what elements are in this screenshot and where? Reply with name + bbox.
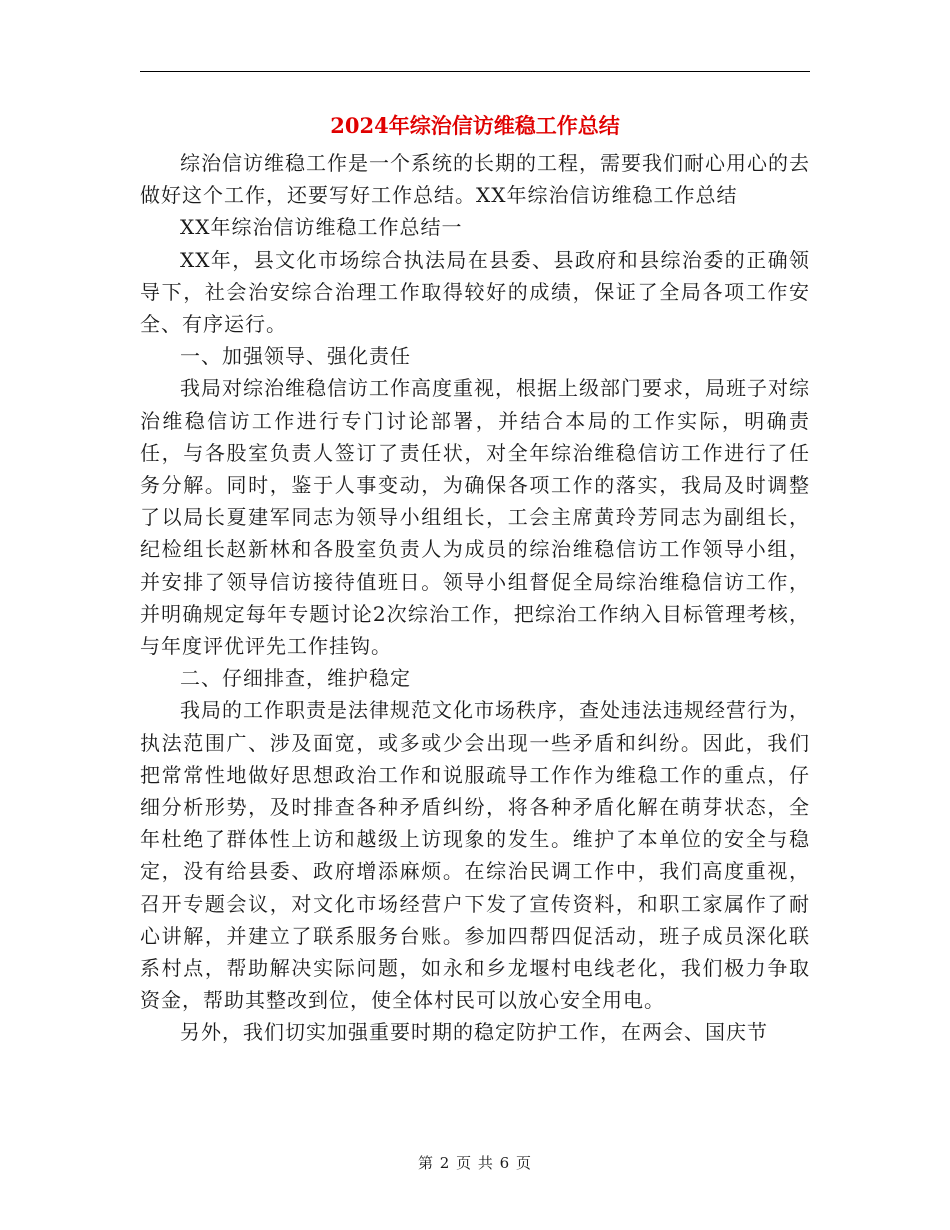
document-title: 2024年综治信访维稳工作总结 <box>330 113 620 138</box>
paragraph-section-2: 我局的工作职责是法律规范文化市场秩序，查处违法违规经营行为，执法范围广、涉及面宽，或多或少会出现一些矛盾和纠纷。因此，我们把常常性地做好思想政治工作和说服疏导工作作为维稳工作的重点，仔细分析形势，及时排查各种矛盾纠纷，将各种矛盾化解在萌芽状态，全年杜绝了群体性上访和越级上访现象的发生。维护了本单位的安全与稳定，没有给县委、政府增添麻烦。在综治民调工作中，我们高度重视，召开专题会议，对文化市场经营户下发了宣传资料，和职工家属作了耐心讲解，并建立了联系服务台账。参加四帮四促活动，班子成员深化联系村点，帮助解决实际问题，如永和乡龙堰村电线老化，我们极力争取资金，帮助其整改到位，使全体村民可以放心安全用电。 <box>140 698 810 1013</box>
paragraph-intro: 综治信访维稳工作是一个系统的长期的工程，需要我们耐心用心的去做好这个工作，还要写好工作总结。XX年综治信访维稳工作总结 <box>140 151 810 208</box>
paragraph-section-1: 我局对综治维稳信访工作高度重视，根据上级部门要求，局班子对综治维稳信访工作进行专门讨论部署，并结合本局的工作实际，明确责任，与各股室负责人签订了责任状，对全年综治维稳信访工作进行了任务分解。同时，鉴于人事变动，为确保各项工作的落实，我局及时调整了以局长夏建军同志为领导小组组长，工会主席黄玲芳同志为副组长，纪检组长赵新林和各股室负责人为成员的综治维稳信访工作领导小组，并安排了领导信访接待值班日。领导小组督促全局综治维稳信访工作，并明确规定每年专题讨论2次综治工作，把综治工作纳入目标管理考核，与年度评优评先工作挂钩。 <box>140 376 810 659</box>
paragraph-overview: XX年，县文化市场综合执法局在县委、县政府和县综治委的正确领导下，社会治安综合治理工作取得较好的成绩，保证了全局各项工作安全、有序运行。 <box>140 247 810 337</box>
header-rule <box>140 71 810 72</box>
paragraph-subtitle: XX年综治信访维稳工作总结一 <box>180 215 463 240</box>
paragraph-additional: 另外，我们切实加强重要时期的稳定防护工作，在两会、国庆节 <box>180 1020 768 1045</box>
section-heading-1: 一、加强领导、强化责任 <box>180 344 411 369</box>
page-number-footer: 第 2 页 共 6 页 <box>418 1154 532 1172</box>
section-heading-2: 二、仔细排查，维护稳定 <box>180 666 411 691</box>
document-body <box>140 147 810 1049</box>
